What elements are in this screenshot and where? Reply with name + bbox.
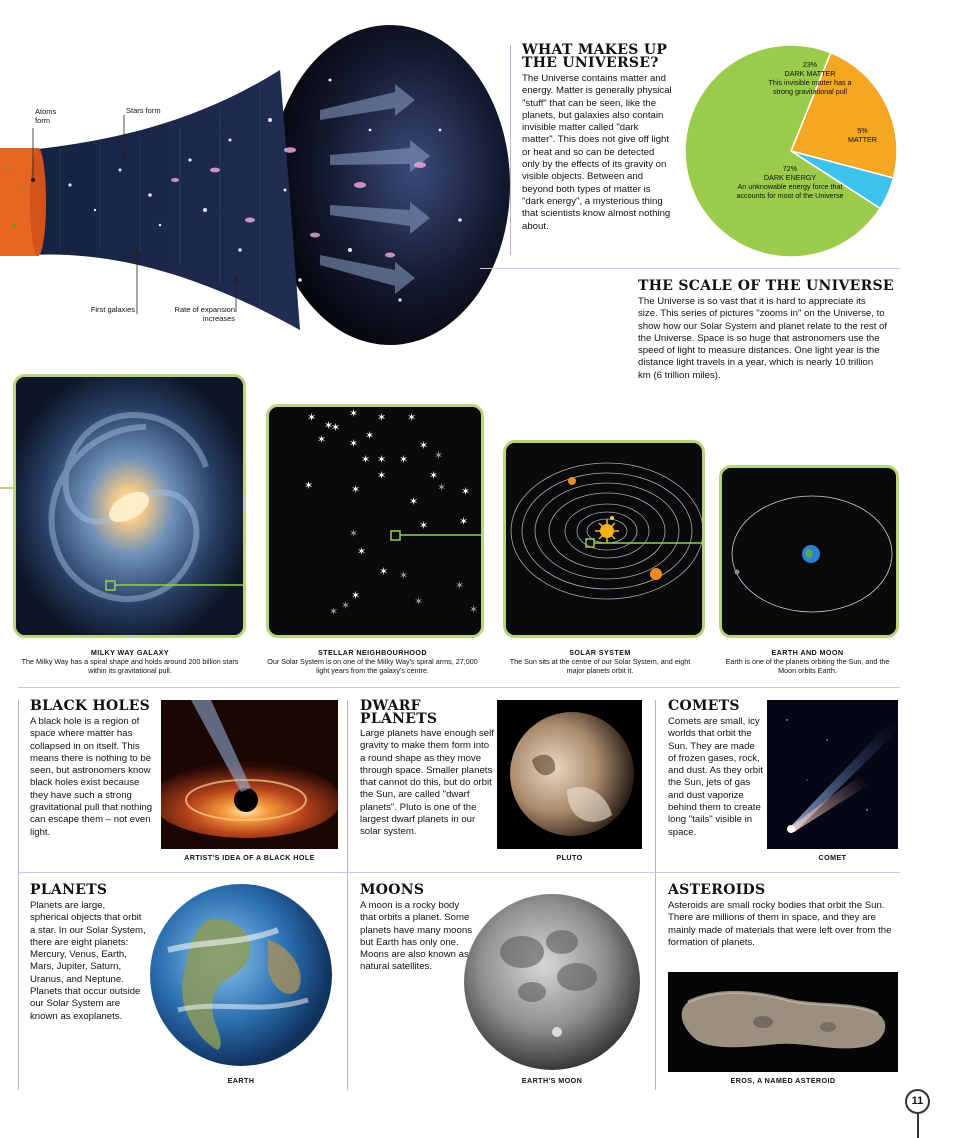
- milky-way-panel: [13, 374, 246, 638]
- star-icon: ✶: [469, 603, 479, 616]
- planets-body: Planets are large, spherical objects that orbit a star. In our Solar System, there are eight planets: Mercury, Venus, Earth, Mars, Jupiter, Saturn, Uranus, and Neptune. Planets that occur outside our Solar System are known as exoplanets.: [30, 900, 146, 1022]
- star-icon: ✶: [437, 481, 447, 494]
- black-hole-caption: ARTIST'S IDEA OF A BLACK HOLE: [184, 853, 315, 862]
- label-first-galaxies: First galaxies: [90, 305, 135, 314]
- scale-title: THE SCALE OF THE UNIVERSE: [638, 278, 894, 294]
- page-number: 11: [911, 1095, 924, 1107]
- star-icon: ✶: [307, 411, 317, 424]
- eros-asteroid-image: [668, 972, 898, 1072]
- pluto-image: [497, 700, 642, 849]
- star-icon: ✶: [329, 605, 339, 618]
- star-icon: ✶: [409, 495, 419, 508]
- star-icon: ✶: [414, 595, 424, 608]
- star-icon: ✶: [419, 519, 429, 532]
- pie-label-dark-energy: [735, 164, 845, 200]
- star-icon: ✶: [377, 411, 387, 424]
- star-icon: ✶: [429, 469, 439, 482]
- star-icon: ✶: [341, 599, 351, 612]
- pie-label-matter: [835, 126, 890, 144]
- divider-scale-top: [480, 268, 900, 269]
- star-icon: ✶: [304, 479, 314, 492]
- star-icon: ✶: [434, 449, 444, 462]
- divider-vertical: [510, 45, 511, 255]
- star-icon: ✶: [461, 485, 471, 498]
- pie-dark-matter-desc: This invisible matter has a strong gravitational pull: [768, 78, 852, 96]
- solar-system-panel: [503, 440, 705, 638]
- pie-dark-matter-percent: 23%: [802, 60, 818, 69]
- star-icon: ✶: [349, 407, 359, 420]
- caption-earth-moon-text: Earth is one of the planets orbiting the Sun, and the Moon orbits Earth.: [725, 657, 890, 675]
- page-number-badge: [905, 1089, 930, 1114]
- moon-caption: EARTH'S MOON: [521, 1076, 583, 1085]
- pie-dark-energy-name: DARK ENERGY: [763, 173, 817, 182]
- dwarf-planets-title: DWARF PLANETS: [360, 698, 438, 727]
- caption-stellar: [265, 648, 480, 675]
- star-icon: ✶: [459, 515, 469, 528]
- star-icon: ✶: [399, 569, 409, 582]
- caption-milky-way-title: MILKY WAY GALAXY: [90, 648, 170, 657]
- star-icon: ✶: [357, 545, 367, 558]
- caption-milky-way-text: The Milky Way has a spiral shape and holds around 200 billion stars within its gravitational pull.: [21, 657, 239, 675]
- pluto-caption: PLUTO: [556, 853, 583, 862]
- scale-body: The Universe is so vast that it is hard to appreciate its size. This series of pictures "zooms in" on the Universe, to show how our Solar System and planet relate to the rest of the Universe. Space is so huge that astronomers use the speed of light to measure distances. One light year is the distance light travels in a year, which is nearly 10 trillion km (6 trillion miles).: [638, 296, 888, 381]
- asteroids-body: Asteroids are small rocky bodies that orbit the Sun. There are millions of them in space, and they are mainly made of materials that were left over from the formation of planets.: [668, 900, 892, 948]
- star-icon: ✶: [455, 579, 465, 592]
- earth-image: [148, 880, 334, 1070]
- earth-moon-image: [722, 468, 896, 635]
- stellar-neighbourhood-image: [269, 407, 481, 635]
- divider-sections-top: [18, 687, 900, 688]
- pie-dark-energy-percent: 72%: [782, 164, 798, 173]
- pie-dark-matter-name: DARK MATTER: [784, 69, 836, 78]
- black-hole-image: [161, 700, 338, 849]
- earth-caption: EARTH: [227, 1076, 255, 1085]
- star-icon: ✶: [349, 527, 359, 540]
- column-divider-3: [655, 700, 656, 1090]
- pie-label-dark-matter: [760, 60, 860, 96]
- asteroids-title: ASTEROIDS: [668, 882, 766, 898]
- star-icon: ✶: [351, 589, 361, 602]
- stellar-neighbourhood-panel: [266, 404, 484, 638]
- caption-solar-system-title: SOLAR SYSTEM: [569, 648, 631, 657]
- solar-system-image: [506, 443, 702, 635]
- star-icon: ✶: [349, 437, 359, 450]
- star-icon: ✶: [377, 469, 387, 482]
- star-icon: ✶: [377, 453, 387, 466]
- earth-moon-panel: [719, 465, 899, 638]
- connector-line: [0, 487, 14, 489]
- star-icon: ✶: [317, 433, 327, 446]
- page-number-stem: [917, 1114, 919, 1138]
- label-rate-of-expansion: Rate of expansion increases: [174, 305, 235, 323]
- dwarf-planets-body: Large planets have enough self gravity to make them form into a round shape as they move through space. Smaller planets that cannot do this, but do orbit the Sun, are called "dwarf planets". Pluto is one of the largest dwarf planets in our solar system.: [360, 728, 494, 838]
- pie-matter-percent: 5%: [857, 126, 868, 135]
- star-icon: ✶: [379, 565, 389, 578]
- star-icon: ✶: [331, 421, 341, 434]
- caption-milky-way: [20, 648, 240, 675]
- moon-image: [462, 892, 642, 1072]
- column-divider-2: [347, 700, 348, 1090]
- black-holes-title: BLACK HOLES: [30, 698, 151, 714]
- caption-solar-system-text: The Sun sits at the centre of our Solar System, and eight major planets orbit it.: [509, 657, 691, 675]
- caption-earth-moon: [720, 648, 895, 675]
- pie-matter-name: MATTER: [847, 135, 877, 144]
- star-icon: ✶: [407, 411, 417, 424]
- star-icon: ✶: [361, 453, 371, 466]
- label-stars-form: Stars form: [126, 106, 161, 115]
- caption-stellar-title: STELLAR NEIGHBOURHOOD: [317, 648, 428, 657]
- moons-title: MOONS: [360, 882, 425, 898]
- what-makes-up-title: WHAT MAKES UP THE UNIVERSE?: [522, 42, 668, 71]
- caption-stellar-text: Our Solar System is on one of the Milky Way's spiral arms, 27,000 light years from the galaxy's centre.: [267, 657, 478, 675]
- star-icon: ✶: [351, 483, 361, 496]
- planets-title: PLANETS: [30, 882, 108, 898]
- moons-body: A moon is a rocky body that orbits a planet. Some planets have many moons but Earth has only one. Moons are also known as natural satellites.: [360, 900, 472, 973]
- star-icon: ✶: [324, 419, 334, 432]
- star-icon: ✶: [419, 439, 429, 452]
- universe-expansion-illustration: [0, 20, 510, 370]
- black-holes-body: A black hole is a region of space where matter has collapsed in on itself. This means there is nothing to be seen, but astronomers know black holes exist because they have such a strong gravitational pull that nothing can escape them – not even light.: [30, 716, 153, 838]
- comets-title: COMETS: [668, 698, 740, 714]
- milky-way-image: [16, 377, 243, 635]
- asteroid-caption: EROS, A NAMED ASTEROID: [730, 1076, 836, 1085]
- caption-solar-system: [500, 648, 700, 675]
- caption-earth-moon-title: EARTH AND MOON: [771, 648, 844, 657]
- star-icon: ✶: [399, 453, 409, 466]
- divider-sections-mid: [18, 872, 900, 873]
- what-makes-up-body: The Universe contains matter and energy. Matter is generally physical "stuff" that can be seen, like the planets, but galaxies also contain invisible matter called "dark matter". This does not give off light or heat and so can be detected only by the effects of its gravity on visible objects. Between and beyond both types of matter is "dark energy", a mysterious thing that scientists know almost nothing about.: [522, 73, 672, 232]
- pie-dark-energy-desc: An unknowable energy force that accounts for most of the Universe: [736, 182, 844, 200]
- comets-body: Comets are small, icy worlds that orbit the Sun. They are made of frozen gases, rock, and dust. As they orbit the Sun, jets of gas and dust vaporize behind them to create long "tails" visible in space.: [668, 716, 763, 838]
- label-atoms-form: Atoms form: [35, 107, 57, 125]
- comet-caption: COMET: [818, 853, 847, 862]
- comet-image: [767, 700, 898, 849]
- column-divider-1: [18, 700, 19, 1090]
- star-icon: ✶: [365, 429, 375, 442]
